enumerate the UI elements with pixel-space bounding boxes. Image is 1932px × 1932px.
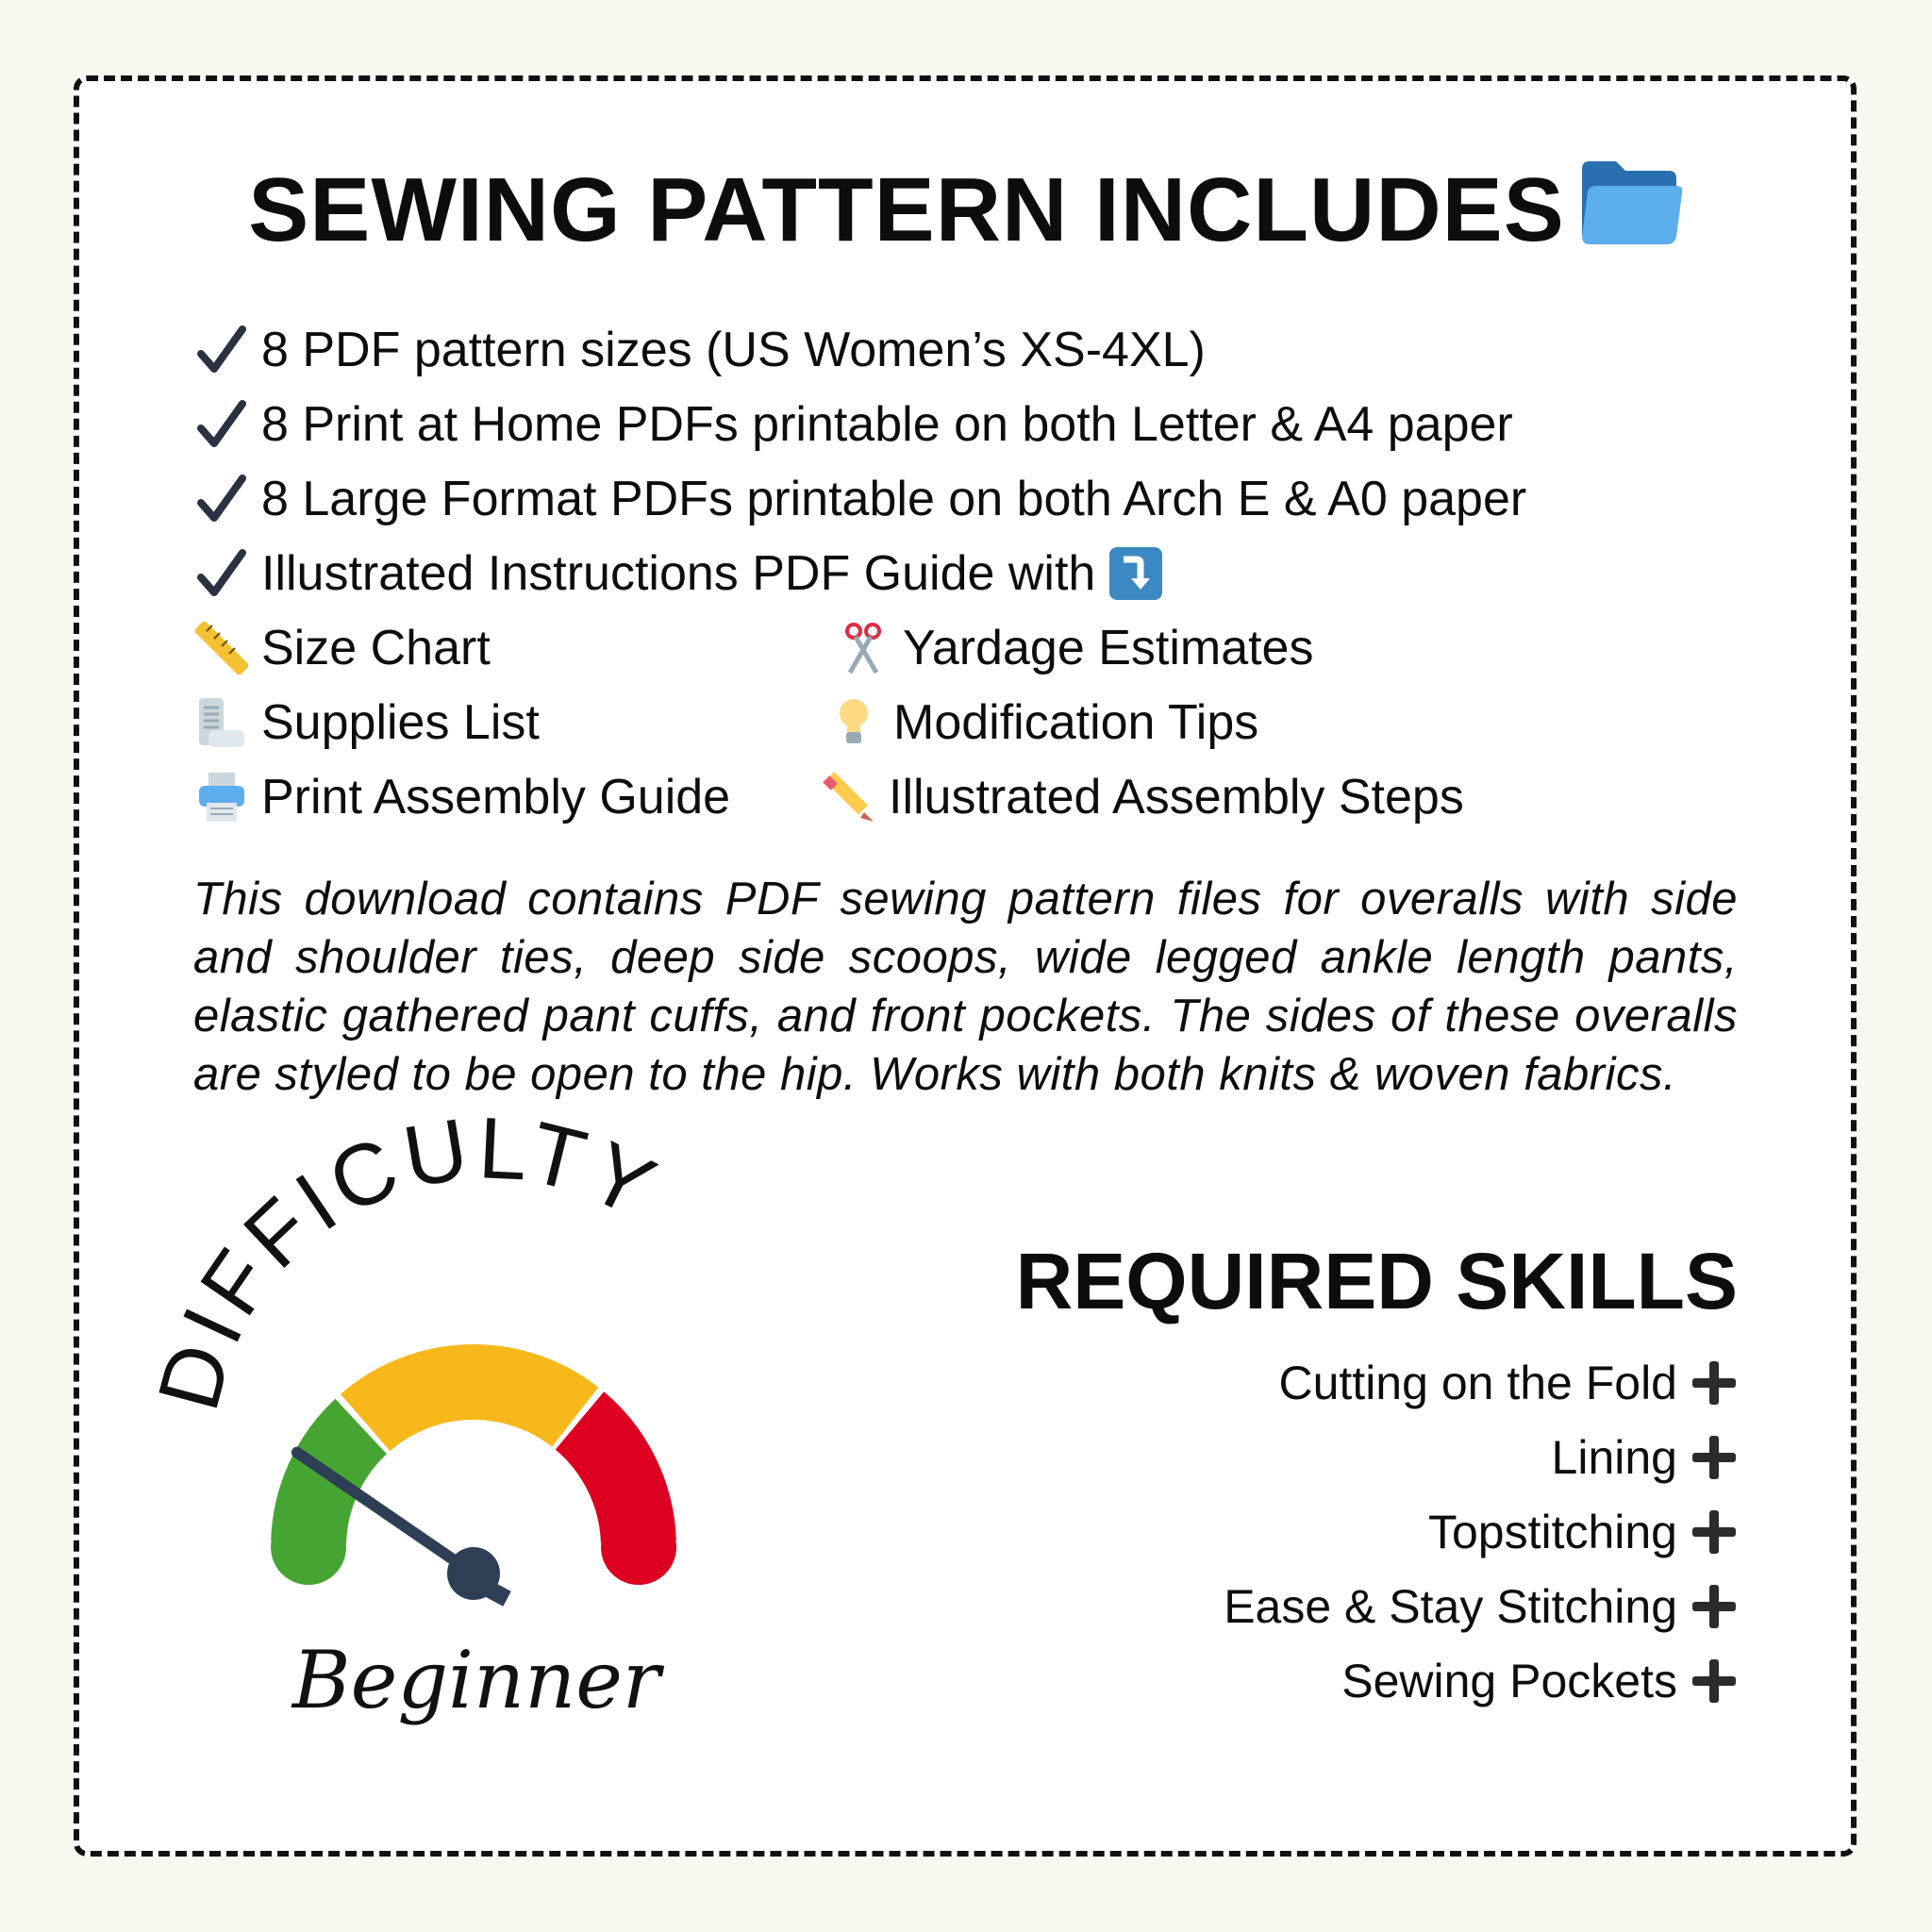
guide-item-label: Print Assembly Guide (261, 770, 731, 824)
required-skill-item (1341, 1654, 1738, 1708)
plus-icon (1690, 1657, 1738, 1705)
checklist-item (193, 545, 1163, 602)
guide-item-label: Modification Tips (893, 695, 1259, 750)
scissors-icon (835, 620, 891, 676)
guide-item-size-chart (193, 620, 491, 676)
page-title (0, 158, 1932, 262)
checklist-label: 8 PDF pattern sizes (US Women’s XS-4XL) (261, 323, 1206, 377)
required-skill-item (1552, 1430, 1738, 1485)
checklist-item (193, 471, 1526, 527)
guide-item-yardage-estimates (835, 620, 1313, 676)
required-skill-item (1428, 1505, 1738, 1559)
plus-icon (1690, 1583, 1738, 1630)
guide-item-supplies-list (193, 694, 540, 751)
guide-item-label: Supplies List (261, 695, 540, 750)
skill-label: Cutting on the Fold (1278, 1357, 1677, 1409)
guide-item-illustrated-assembly-steps (821, 769, 1464, 825)
skill-label: Sewing Pockets (1341, 1655, 1677, 1707)
required-skill-item (1279, 1356, 1739, 1410)
checkmark-icon (193, 545, 250, 602)
title-text: SEWING PATTERN INCLUDES (248, 159, 1565, 260)
checklist-label: Illustrated Instructions PDF Guide with (261, 546, 1096, 601)
guide-item-label: Size Chart (261, 621, 491, 675)
difficulty-level: Beginner (291, 1634, 661, 1726)
checkmark-icon (193, 471, 250, 527)
ruler-icon (193, 620, 250, 676)
guide-item-modification-tips (825, 694, 1258, 751)
plus-icon (1690, 1508, 1738, 1556)
skill-label: Lining (1551, 1431, 1677, 1484)
checklist-item (193, 322, 1206, 378)
skill-label: Topstitching (1427, 1506, 1677, 1558)
pencil-icon (821, 769, 877, 825)
required-skills-heading: REQUIRED SKILLS (1015, 1237, 1738, 1325)
guide-item-label: Yardage Estimates (903, 621, 1314, 675)
scroll-icon (193, 694, 250, 751)
checkmark-icon (193, 396, 250, 453)
lightbulb-icon (825, 694, 882, 751)
plus-icon (1690, 1359, 1738, 1407)
skill-label: Ease & Stay Stitching (1224, 1580, 1677, 1633)
plus-icon (1690, 1434, 1738, 1481)
arrow-down-box-icon (1108, 546, 1163, 601)
checklist-label: 8 Large Format PDFs printable on both Arch E & A0 paper (261, 472, 1527, 526)
printer-icon (193, 769, 250, 825)
checklist-item (193, 396, 1513, 453)
guide-item-label: Illustrated Assembly Steps (889, 770, 1464, 824)
checkmark-icon (193, 322, 250, 378)
required-skill-item (1224, 1579, 1738, 1634)
guide-item-print-assembly-guide (193, 769, 730, 825)
difficulty-heading: DIFFICULTY (140, 1099, 675, 1420)
open-folder-icon (1578, 159, 1684, 246)
checklist-label: 8 Print at Home PDFs printable on both Letter & A4 paper (261, 397, 1513, 452)
description-text: This download contains PDF sewing pattern files for overalls with side and shoulder ties, deep side scoops, wide legged ankle length pants, elastic gathered pant cuffs, and front pockets. The sides of these overalls are styled to be open to the hip. Works with both knits & woven fabrics. (193, 874, 1738, 1100)
